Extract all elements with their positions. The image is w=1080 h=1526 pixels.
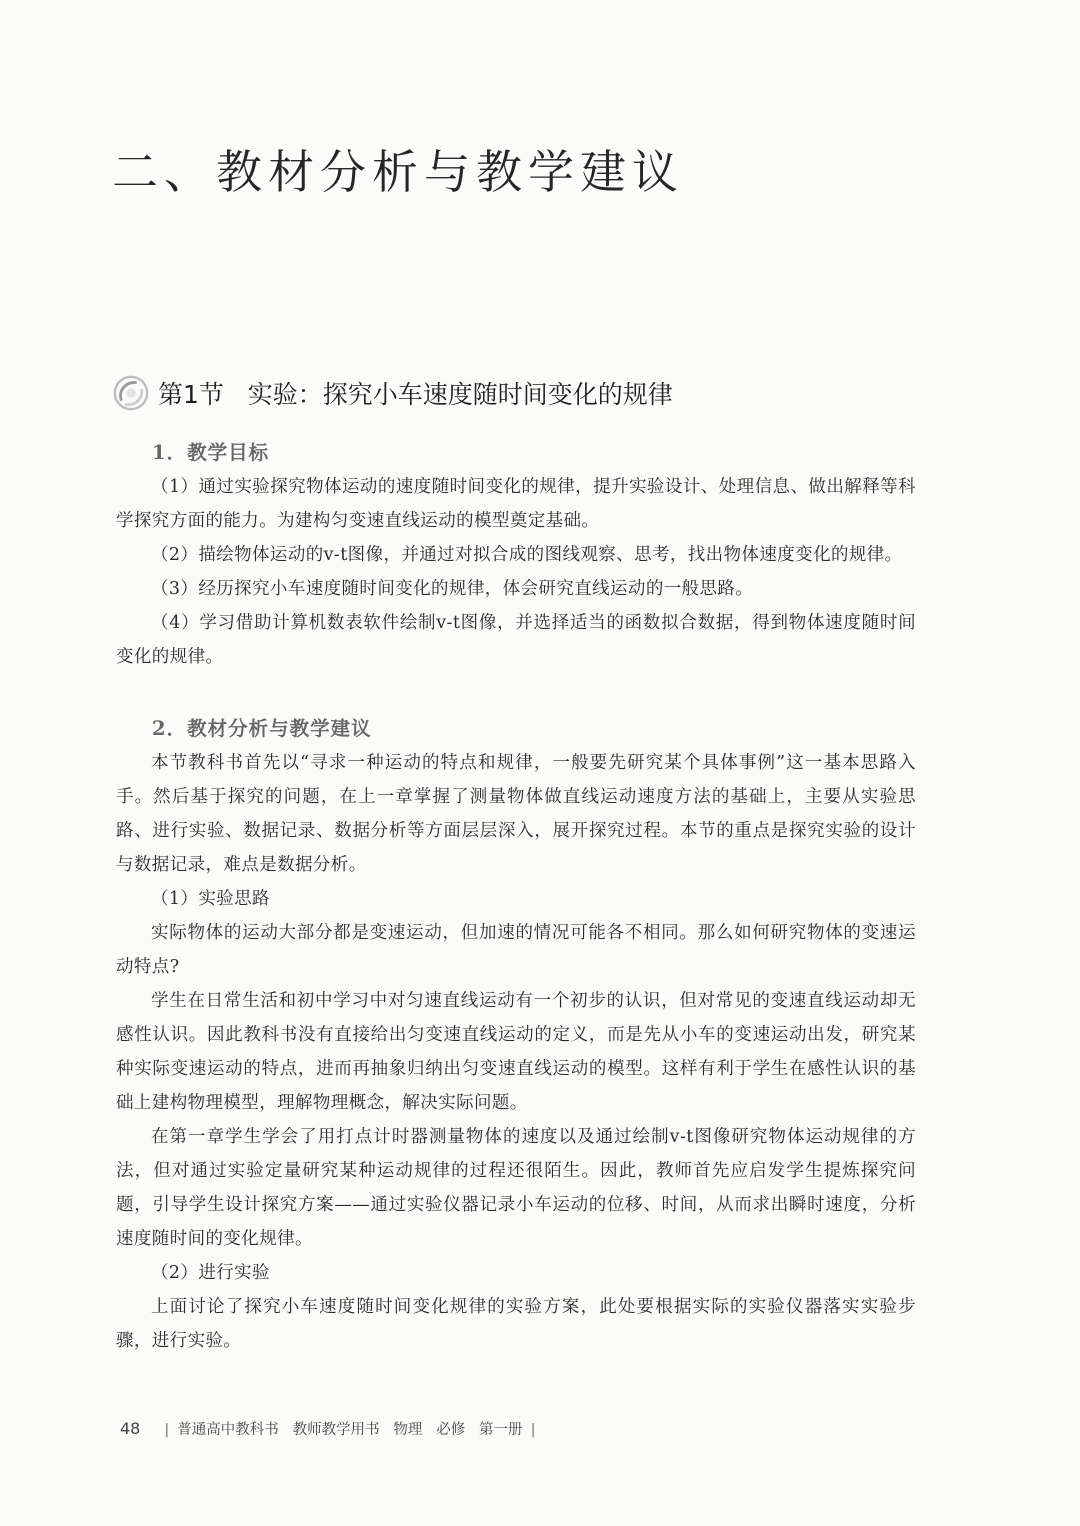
analysis-intro: 本节教科书首先以“寻求一种运动的特点和规律，一般要先研究某个具体事例”这一基本思路入手。然后基于探究的问题，在上一章掌握了测量物体做直线运动速度方法的基础上，主要从实验思路、进行实验、数据记录、数据分析等方面层层深入，展开探究过程。本节的重点是探究实验的设计与数据记录，难点是数据分析。 [116,753,916,875]
subheading-analysis: 2．教材分析与教学建议 [152,717,372,740]
goal-1: （1）通过实验探究物体运动的速度随时间变化的规律，提升实验设计、处理信息、做出解释等科学探究方面的能力。为建构匀变速直线运动的模型奠定基础。 [116,477,916,531]
footer-divider: | [164,1422,170,1438]
subheading-teaching-goals: 1．教学目标 [152,441,270,464]
section-swirl-icon [112,374,150,412]
goal-2: （2）描绘物体运动的v-t图像，并通过对拟合成的图线观察、思考，找出物体速度变化的规律。 [151,545,903,565]
analysis-heading-experiment-idea: （1）实验思路 [151,889,270,909]
section-heading [112,370,673,416]
analysis-paragraph: 上面讨论了探究小车速度随时间变化规律的实验方案，此处要根据实际的实验仪器落实实验步骤，进行实验。 [116,1297,916,1351]
page-footer [120,1418,543,1439]
analysis-heading-conduct-experiment: （2）进行实验 [151,1263,270,1283]
goal-4: （4）学习借助计算机数表软件绘制v-t图像，并选择适当的函数拟合数据，得到物体速度随时间变化的规律。 [116,613,916,667]
page-number: 48 [120,1419,141,1438]
teaching-goals [116,436,916,1358]
analysis-paragraph: 学生在日常生活和初中学习中对匀速直线运动有一个初步的认识，但对常见的变速直线运动却无感性认识。因此教科书没有直接给出匀变速直线运动的定义，而是先从小车的变速运动出发，研究某种实际变速运动的特点，进而再抽象归纳出匀变速直线运动的模型。这样有利于学生在感性认识的基础上建构物理模型，理解物理概念，解决实际问题。 [116,991,916,1113]
analysis-paragraph: 在第一章学生学会了用打点计时器测量物体的速度以及通过绘制v-t图像研究物体运动规律的方法，但对通过实验定量研究某种运动规律的过程还很陌生。因此，教师首先应启发学生提炼探究问题，引导学生设计探究方案——通过实验仪器记录小车运动的位移、时间，从而求出瞬时速度，分析速度随时间的变化规律。 [116,1127,916,1249]
goal-3: （3）经历探究小车速度随时间变化的规律，体会研究直线运动的一般思路。 [151,579,754,599]
section-title: 第1节 实验：探究小车速度随时间变化的规律 [158,380,673,409]
footer-divider: | [530,1422,536,1438]
chapter-title: 二、教材分析与教学建议 [112,145,684,199]
book-title: 普通高中教科书 教师教学用书 物理 必修 第一册 [177,1422,523,1438]
analysis-paragraph: 实际物体的运动大部分都是变速运动，但加速的情况可能各不相同。那么如何研究物体的变速运动特点? [116,923,916,977]
